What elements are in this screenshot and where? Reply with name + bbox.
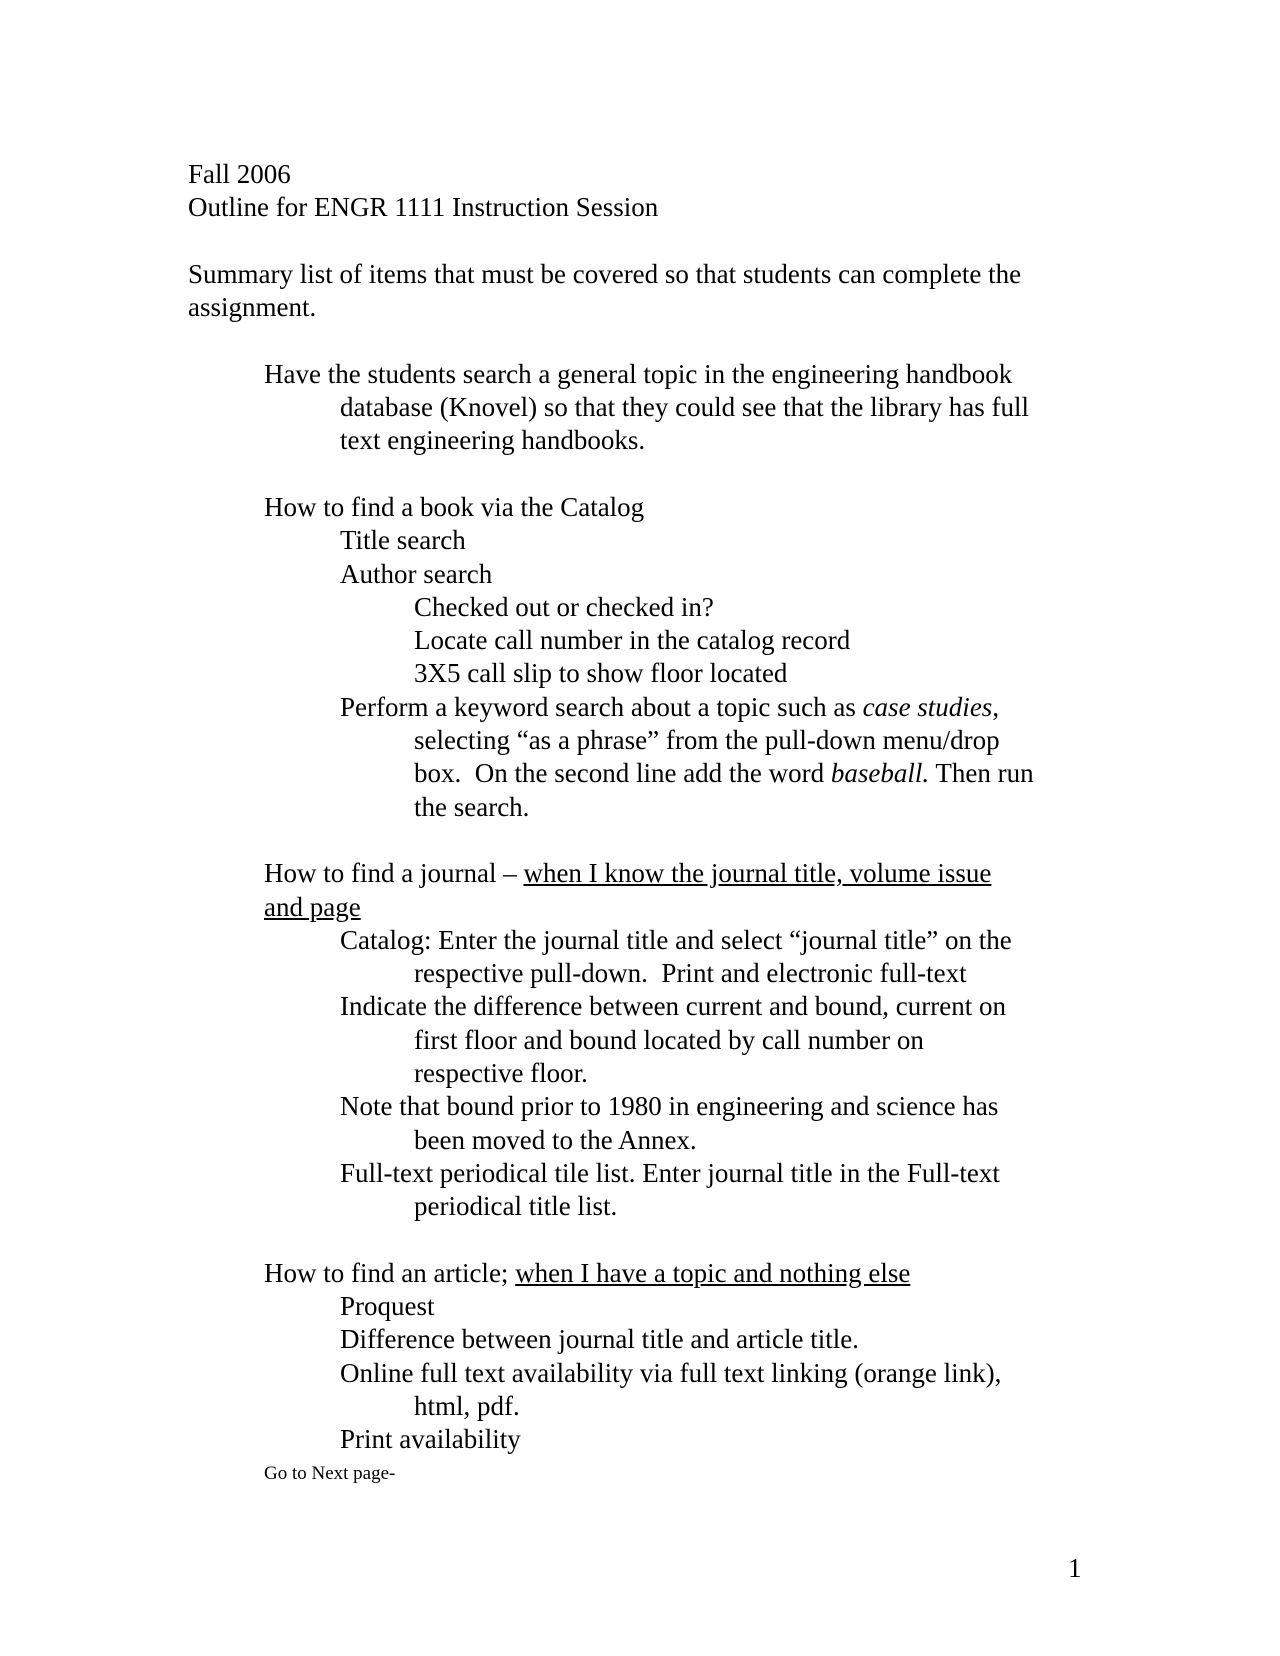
doc-line bbox=[0, 558, 1280, 591]
blank-line bbox=[0, 1224, 1280, 1257]
doc-line bbox=[0, 1323, 1280, 1356]
doc-line bbox=[0, 1257, 1280, 1290]
doc-line bbox=[0, 391, 1280, 424]
doc-line bbox=[0, 524, 1280, 557]
text-run: 3X5 call slip to show floor located bbox=[414, 658, 788, 689]
italic-text-run: baseball. bbox=[830, 758, 930, 789]
text-run: respective floor. bbox=[414, 1058, 588, 1089]
text-run: Go to Next page- bbox=[264, 1462, 396, 1484]
text-run: html, pdf. bbox=[414, 1390, 520, 1421]
doc-line bbox=[0, 757, 1280, 790]
doc-line bbox=[0, 491, 1280, 524]
text-run: Proquest bbox=[340, 1291, 435, 1322]
blank-line bbox=[0, 824, 1280, 857]
doc-line bbox=[0, 191, 1280, 224]
underlined-text-run: and page bbox=[264, 891, 361, 922]
blank-line bbox=[0, 324, 1280, 357]
text-run: Title search bbox=[340, 525, 466, 556]
doc-line bbox=[0, 957, 1280, 990]
text-run: How to find an article; bbox=[264, 1257, 516, 1288]
underlined-text-run: when I know the journal title, volume issue bbox=[523, 858, 992, 889]
text-run: Indicate the difference between current and bound, current on bbox=[340, 991, 1006, 1022]
doc-line bbox=[0, 691, 1280, 724]
text-run: assignment. bbox=[188, 292, 317, 323]
text-run: Summary list of items that must be covered so that students can complete the bbox=[188, 258, 1022, 289]
document-body bbox=[0, 158, 1280, 1490]
text-run: How to find a journal – bbox=[264, 858, 524, 889]
doc-line bbox=[0, 857, 1280, 890]
doc-line bbox=[0, 1124, 1280, 1157]
doc-line bbox=[0, 1390, 1280, 1423]
text-run: Note that bound prior to 1980 in engineering and science has bbox=[340, 1091, 999, 1122]
text-run: Catalog: Enter the journal title and select “journal title” on the bbox=[340, 924, 1012, 955]
text-run: Then run bbox=[929, 758, 1034, 789]
doc-line bbox=[0, 424, 1280, 457]
blank-line bbox=[0, 225, 1280, 258]
text-run: Perform a keyword search about a topic such as bbox=[340, 691, 863, 722]
text-run: Checked out or checked in? bbox=[414, 591, 714, 622]
text-run: box. On the second line add the word bbox=[414, 758, 831, 789]
doc-line bbox=[0, 1290, 1280, 1323]
doc-line bbox=[0, 891, 1280, 924]
text-run: Print availability bbox=[340, 1424, 521, 1455]
text-run: selecting “as a phrase” from the pull-down menu/drop bbox=[414, 725, 1000, 756]
text-run: Full-text periodical tile list. Enter journal title in the Full-text bbox=[340, 1157, 1000, 1188]
doc-line bbox=[0, 1024, 1280, 1057]
doc-line bbox=[0, 1157, 1280, 1190]
doc-line bbox=[0, 158, 1280, 191]
text-run: , bbox=[992, 691, 1000, 722]
doc-line bbox=[0, 291, 1280, 324]
text-run: Author search bbox=[340, 558, 493, 589]
doc-line bbox=[0, 358, 1280, 391]
text-run: Outline for ENGR 1111 Instruction Session bbox=[188, 192, 659, 223]
doc-line bbox=[0, 657, 1280, 690]
italic-text-run: case studies bbox=[862, 691, 993, 722]
text-run: first floor and bound located by call number on bbox=[414, 1024, 924, 1055]
doc-line bbox=[0, 1357, 1280, 1390]
doc-line bbox=[0, 1057, 1280, 1090]
text-run: Have the students search a general topic in the engineering handbook bbox=[264, 358, 1013, 389]
doc-line bbox=[0, 1090, 1280, 1123]
text-run: How to find a book via the Catalog bbox=[264, 491, 645, 522]
doc-line bbox=[0, 1457, 1280, 1490]
text-run: text engineering handbooks. bbox=[340, 425, 646, 456]
underlined-text-run: when I have a topic and nothing else bbox=[515, 1257, 911, 1288]
doc-line bbox=[0, 1423, 1280, 1456]
text-run: the search. bbox=[414, 791, 530, 822]
text-run: respective pull-down. Print and electronic full-text bbox=[414, 958, 967, 989]
doc-line bbox=[0, 258, 1280, 291]
text-run: Online full text availability via full text linking (orange link), bbox=[340, 1357, 1002, 1388]
doc-line bbox=[0, 724, 1280, 757]
doc-line bbox=[0, 990, 1280, 1023]
page-number: 1 bbox=[1068, 1553, 1082, 1583]
text-run: Locate call number in the catalog record bbox=[414, 625, 851, 656]
text-run: periodical title list. bbox=[414, 1191, 618, 1222]
text-run: database (Knovel) so that they could see that the library has full bbox=[340, 392, 1030, 423]
text-run: Fall 2006 bbox=[188, 159, 291, 189]
doc-line bbox=[0, 924, 1280, 957]
text-run: been moved to the Annex. bbox=[414, 1124, 697, 1155]
doc-line bbox=[0, 624, 1280, 657]
doc-line bbox=[0, 1190, 1280, 1223]
doc-line bbox=[0, 591, 1280, 624]
blank-line bbox=[0, 458, 1280, 491]
text-run: Difference between journal title and article title. bbox=[340, 1324, 860, 1355]
doc-line bbox=[0, 791, 1280, 824]
